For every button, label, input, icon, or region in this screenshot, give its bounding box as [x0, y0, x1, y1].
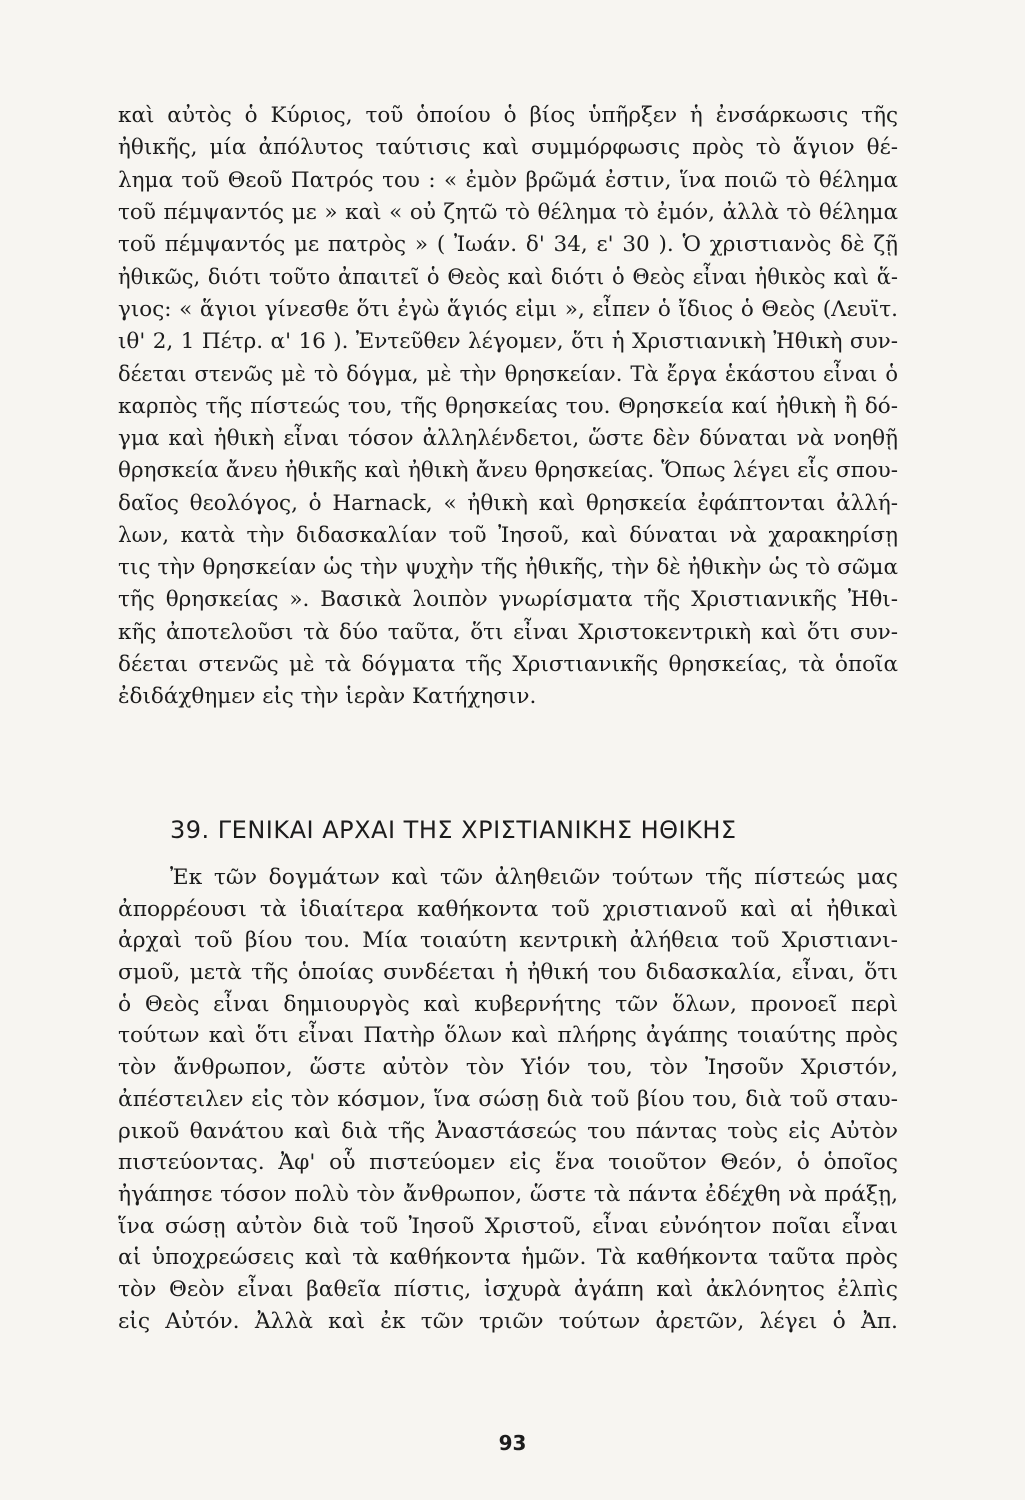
text-line: κῆς ἀποτελοῦσι τὰ δύο ταῦτα, ὅτι εἶναι Χριστοκεντρικὴ καὶ ὅτι συν- [118, 619, 898, 645]
text-line: τῆς θρησκείας ». Βασικὰ λοιπὸν γνωρίσματα τῆς Χριστιανικῆς Ἠθι- [118, 587, 898, 613]
text-line: λημα τοῦ Θεοῦ Πατρός του : « ἐμὸν βρῶμά ἐστιν, ἵνα ποιῶ τὸ θέλημα [118, 167, 898, 193]
text-line: ἀρχαὶ τοῦ βίου του. Μία τοιαύτη κεντρικὴ ἀλήθεια τοῦ Χριστιανι- [118, 928, 898, 954]
text-line: ἠθικῶς, διότι τοῦτο ἀπαιτεῖ ὁ Θεὸς καὶ διότι ὁ Θεὸς εἶναι ἠθικὸς καὶ ἅ- [118, 265, 898, 290]
text-line: τοῦ πέμψαντός με » καὶ « οὐ ζητῶ τὸ θέλημα τὸ ἐμόν, ἀλλὰ τὸ θέλημα [118, 199, 898, 225]
text-line: θρησκεία ἄνευ ἠθικῆς καὶ ἠθικὴ ἄνευ θρησκείας. Ὅπως λέγει εἷς σπου- [118, 458, 898, 484]
text-line: δαῖος θεολόγος, ὁ Harnack, « ἠθικὴ καὶ θρησκεία ἐφάπτονται ἀλλή- [118, 490, 898, 516]
text-line: καὶ αὐτὸς ὁ Κύριος, τοῦ ὁποίου ὁ βίος ὑπῆρξεν ἡ ἐνσάρκωσις τῆς [118, 103, 898, 128]
text-line: ἀπέστειλεν εἰς τὸν κόσμον, ἵνα σώσῃ διὰ τοῦ βίου του, διὰ τοῦ σταυ- [118, 1086, 898, 1112]
text-line: λων, κατὰ τὴν διδασκαλίαν τοῦ Ἰησοῦ, καὶ δύναται νὰ χαρακηρίσῃ [118, 522, 898, 548]
text-line: ἵνα σώσῃ αὐτὸν διὰ τοῦ Ἰησοῦ Χριστοῦ, εἶναι εὐνόητον ποῖαι εἶναι [118, 1213, 898, 1239]
text-line: Ἐκ τῶν δογμάτων καὶ τῶν ἀληθειῶν τούτων τῆς πίστεώς μας [170, 865, 898, 890]
text-line: τὸν ἄνθρωπον, ὥστε αὐτὸν τὸν Υἱόν του, τὸν Ἰησοῦν Χριστόν, [118, 1055, 898, 1081]
text-line: σμοῦ, μετὰ τῆς ὁποίας συνδέεται ἡ ἠθική του διδασκαλία, εἶναι, ὅτι [118, 960, 898, 986]
paragraph-1 [118, 100, 898, 714]
text-line: καρπὸς τῆς πίστεώς του, τῆς θρησκείας του. Θρησκεία καί ἠθικὴ ἢ δό- [118, 393, 898, 419]
text-line: ὁ Θεὸς εἶναι δημιουργὸς καὶ κυβερνήτης τῶν ὅλων, προνοεῖ περὶ [118, 991, 898, 1017]
paragraph-2 [118, 862, 898, 1337]
section-heading: 39. ΓΕΝΙΚΑΙ ΑΡΧΑΙ ΤΗΣ ΧΡΙΣΤΙΑΝΙΚΗΣ ΗΘΙΚΗΣ [170, 816, 737, 844]
page-number: 93 [498, 1431, 527, 1455]
text-line: γιος: « ἅγιοι γίνεσθε ὅτι ἐγὼ ἅγιός εἰμι », εἶπεν ὁ ἴδιος ὁ Θεὸς (Λευϊτ. [118, 296, 898, 322]
text-line: τις τὴν θρησκείαν ὡς τὴν ψυχὴν τῆς ἠθικῆς, τὴν δὲ ἠθικὴν ὡς τὸ σῶμα [118, 555, 898, 581]
text-line: εἰς Αὐτόν. Ἀλλὰ καὶ ἐκ τῶν τριῶν τούτων ἀρετῶν, λέγει ὁ Ἀπ. [118, 1308, 898, 1334]
text-line: ιθ' 2, 1 Πέτρ. α' 16 ). Ἐντεῦθεν λέγομεν, ὅτι ἡ Χριστιανικὴ Ἠθικὴ συν- [118, 329, 898, 355]
text-line: ἀπορρέουσι τὰ ἰδιαίτερα καθήκοντα τοῦ χριστιανοῦ καὶ αἱ ἠθικαὶ [118, 896, 898, 922]
text-line: γμα καὶ ἠθικὴ εἶναι τόσον ἀλληλένδετοι, ὥστε δὲν δύναται νὰ νοηθῇ [118, 425, 898, 451]
text-line: τὸν Θεὸν εἶναι βαθεῖα πίστις, ἰσχυρὰ ἀγάπη καὶ ἀκλόνητος ἐλπὶς [118, 1276, 898, 1302]
text-line: πιστεύοντας. Ἀφ' οὗ πιστεύομεν εἰς ἕνα τοιοῦτον Θεόν, ὁ ὁποῖος [118, 1150, 898, 1176]
text-line: δέεται στενῶς μὲ τὰ δόγματα τῆς Χριστιανικῆς θρησκείας, τὰ ὁποῖα [118, 652, 898, 678]
text-line: ρικοῦ θανάτου καὶ διὰ τῆς Ἀναστάσεώς του πάντας τοὺς εἰς Αὐτὸν [118, 1118, 898, 1144]
text-line: αἱ ὑποχρεώσεις καὶ τὰ καθήκοντα ἡμῶν. Τὰ καθήκοντα ταῦτα πρὸς [118, 1245, 898, 1271]
text-line: ἠγάπησε τόσον πολὺ τὸν ἄνθρωπον, ὥστε τὰ πάντα ἐδέχθη νὰ πράξῃ, [118, 1181, 898, 1207]
text-line: δέεται στενῶς μὲ τὸ δόγμα, μὲ τὴν θρησκείαν. Τὰ ἔργα ἑκάστου εἶναι ὁ [118, 362, 898, 387]
text-line: τοῦ πέμψαντός με πατρὸς » ( Ἰωάν. δ' 34, ε' 30 ). Ὁ χριστιανὸς δὲ ζῇ [118, 232, 898, 258]
text-line: ἠθικῆς, μία ἀπόλυτος ταύτισις καὶ συμμόρφωσις πρὸς τὸ ἅγιον θέ- [118, 135, 898, 161]
text-line: τούτων καὶ ὅτι εἶναι Πατὴρ ὅλων καὶ πλήρης ἀγάπης τοιαύτης πρὸς [118, 1023, 898, 1049]
text-line: ἐδιδάχθημεν εἰς τὴν ἱερὰν Κατήχησιν. [118, 684, 537, 710]
